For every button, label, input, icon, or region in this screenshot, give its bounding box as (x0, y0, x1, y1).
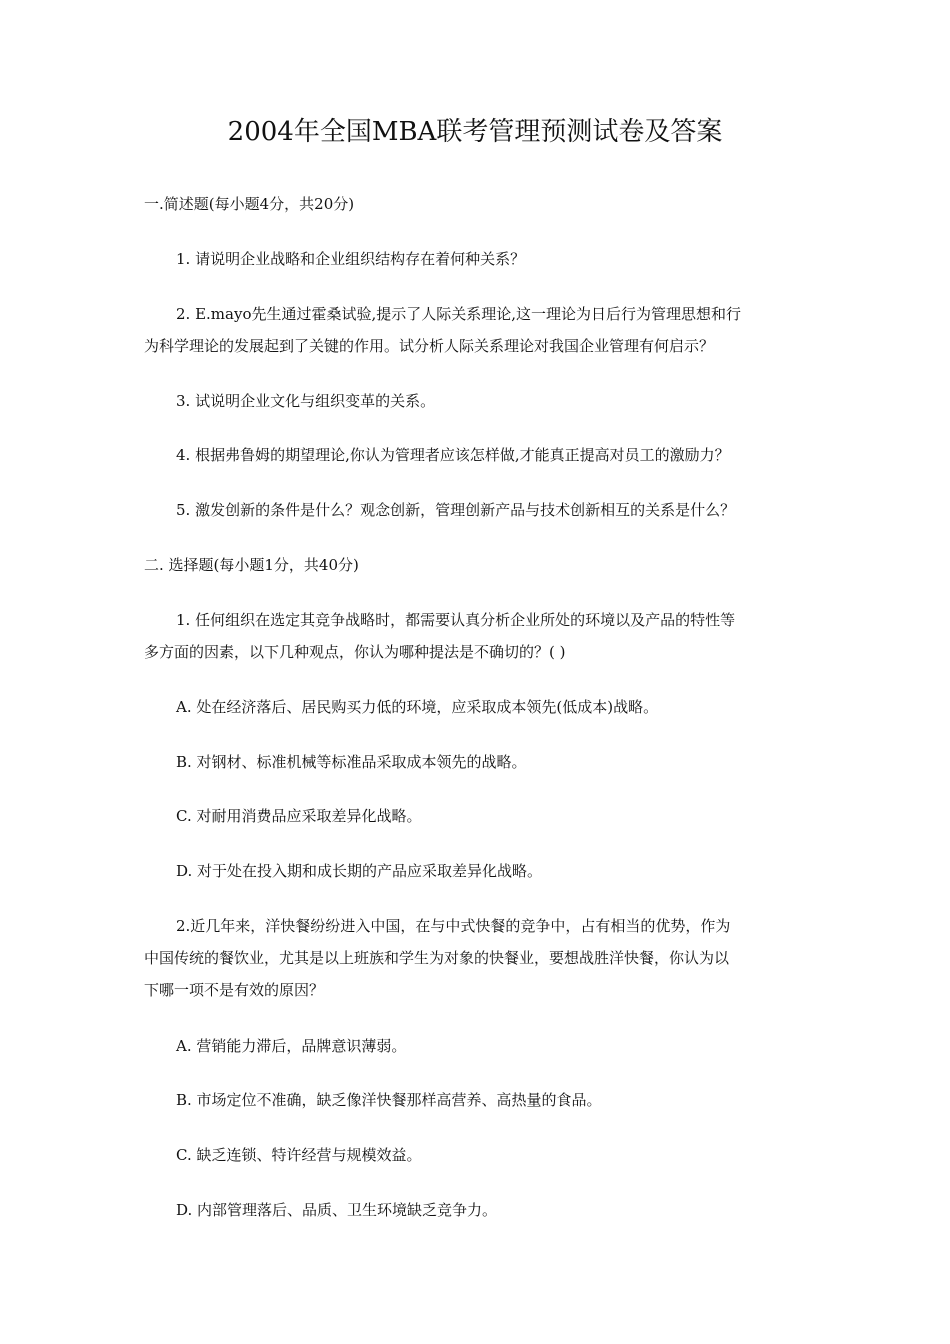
short-answer-question-5: 5. 激发创新的条件是什么？观念创新，管理创新产品与技术创新相互的关系是什么？ (176, 501, 736, 519)
short-answer-question-1: 1. 请说明企业战略和企业组织结构存在着何种关系？ (176, 250, 526, 268)
short-answer-question-2-line-1: 2. E.mayo先生通过霍桑试验,提示了人际关系理论,这一理论为日后行为管理思想和行 (176, 305, 742, 323)
choice-question-1-option-a: A. 处在经济落后、居民购买力低的环境，应采取成本领先(低成本)战略。 (176, 698, 659, 716)
choice-question-2-option-a: A. 营销能力滞后，品牌意识薄弱。 (176, 1037, 407, 1055)
choice-question-1-line-1: 1. 任何组织在选定其竞争战略时，都需要认真分析企业所处的环境以及产品的特性等 (176, 611, 736, 629)
choice-question-1-line-2: 多方面的因素，以下几种观点，你认为哪种提法是不确切的？( ) (144, 643, 566, 661)
short-answer-question-2-line-2: 为科学理论的发展起到了关键的作用。试分析人际关系理论对我国企业管理有何启示？ (144, 337, 715, 355)
choice-question-2-option-b: B. 市场定位不准确，缺乏像洋快餐那样高营养、高热量的食品。 (176, 1091, 602, 1109)
document-title: 2004年全国MBA联考管理预测试卷及答案 (227, 117, 723, 147)
choice-question-1-option-b: B. 对钢材、标准机械等标准品采取成本领先的战略。 (176, 753, 527, 771)
section-2-heading: 二. 选择题(每小题1分，共40分) (144, 556, 359, 574)
choice-question-1-option-d: D. 对于处在投入期和成长期的产品应采取差异化战略。 (176, 862, 543, 880)
choice-question-1-option-c: C. 对耐用消费品应采取差异化战略。 (176, 807, 422, 825)
choice-question-2-line-2: 中国传统的餐饮业，尤其是以上班族和学生为对象的快餐业，要想战胜洋快餐，你认为以 (144, 949, 730, 967)
choice-question-2-option-c: C. 缺乏连锁、特许经营与规模效益。 (176, 1146, 422, 1164)
short-answer-question-4: 4. 根据弗鲁姆的期望理论,你认为管理者应该怎样做,才能真正提高对员工的激励力？ (176, 446, 730, 464)
choice-question-2-line-1: 2.近几年来，洋快餐纷纷进入中国，在与中式快餐的竞争中，占有相当的优势，作为 (176, 917, 731, 935)
short-answer-question-3: 3. 试说明企业文化与组织变革的关系。 (176, 392, 436, 410)
section-1-heading: 一.简述题(每小题4分，共20分) (144, 195, 355, 213)
choice-question-2-line-3: 下哪一项不是有效的原因？ (144, 981, 325, 999)
choice-question-2-option-d: D. 内部管理落后、品质、卫生环境缺乏竞争力。 (176, 1201, 498, 1219)
